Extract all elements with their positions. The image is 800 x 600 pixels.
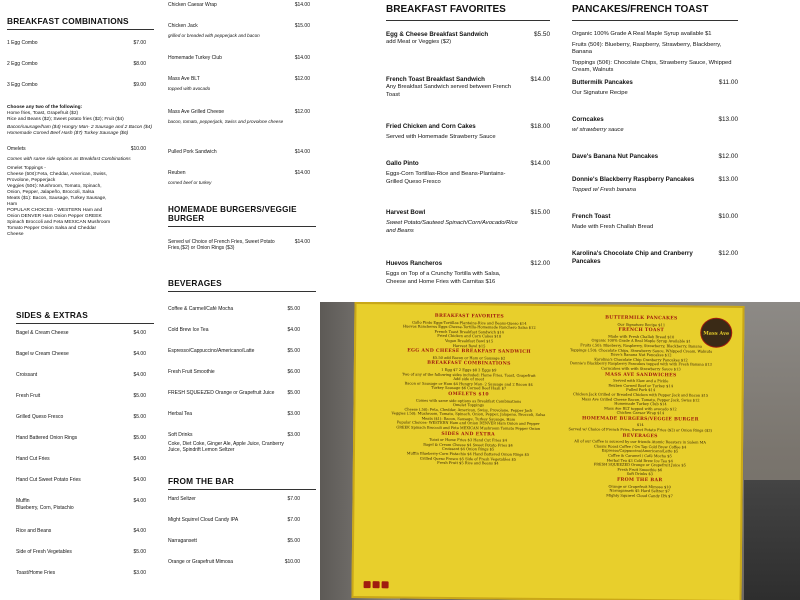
printed-menu-line: Mass Ave BLT topped with avocado $12 [604, 406, 677, 412]
printed-menu-line: Bagel & Cream Cheese $4 Sweet Potato Fries $4 [423, 442, 513, 448]
printed-menu-line: Orange or Grapefruit Mimosa $10 [608, 484, 671, 489]
side-price: $5.00 [133, 549, 146, 555]
pancakes-intro-line: Fruits (50¢): Blueberry, Raspberry, Strawberry, Blackberry, Banana [572, 41, 722, 55]
printed-menu-heading: FRENCH TOAST [618, 327, 665, 334]
side-price: $4.00 [133, 372, 146, 378]
side-name: Hand Cut Fries [16, 456, 50, 462]
printed-menu-line: All of our Coffee is sourced by our friends Atomic Roasters in Salem MA [574, 439, 706, 445]
beverage-desc: Coke, Diet Coke, Ginger Ale, Apple Juice, Cranberry Juice, Spindrift Lemon Seltzer [168, 441, 284, 454]
favorite-price: $14.00 [530, 160, 550, 167]
printed-menu-line: Reuben Corned Beef or Turkey $14 [608, 383, 674, 389]
omelets-price: $10.00 [130, 146, 146, 152]
printed-menu-line: $14 [636, 423, 644, 428]
omelet-line: Cheese [7, 232, 24, 237]
sandwich-price: $14.00 [294, 55, 310, 61]
side-item [16, 393, 154, 414]
printed-menu-line: Comes with same side options as Breakfast Combinations [415, 398, 522, 404]
omelet-line: POPULAR CHOICES - WESTERN Ham and [7, 208, 103, 213]
printed-menu-heading: OMELETS $10 [448, 391, 489, 398]
printed-menu-heading: BEVERAGES [622, 433, 658, 439]
pancake-desc: Topped w/ Fresh banana [572, 186, 636, 193]
facebook-icon [364, 581, 371, 588]
side-price: $4.00 [133, 498, 146, 504]
printed-menu-line: Turkey Sausage $6 Corned Beef Hash $7 [431, 386, 507, 391]
side-item [16, 414, 154, 435]
side-name: Rice and Beans [16, 528, 52, 534]
combo-name: 3 Egg Combo [7, 82, 38, 88]
omelets-note: Comes with same side options as Breakfast Combinations [7, 157, 131, 162]
bar-title: FROM THE BAR [168, 476, 316, 490]
printed-menu-line: Popular Choices- WESTERN Ham and Onion DENVER Ham Onion and Pepper [396, 420, 540, 427]
beverage-price: $3.00 [287, 432, 300, 438]
side-price: $4.00 [133, 456, 146, 462]
pancake-item [572, 79, 738, 109]
bar-price: $7.00 [287, 496, 300, 502]
choose-line: Rice and Beans ($2); Sweet potato fries ($2); Fruit ($4) [7, 117, 124, 122]
bar-item [168, 517, 316, 538]
meat-sides-line: Bacon/sausage/ham ($4) Hungry Man- 2 Sausage and 2 Bacon ($4) Homemade Corned Beef Hash ($7) Turkey Sausage ($6) [7, 125, 153, 136]
printed-menu-line: Dave's Banana Nut Pancakes $12 [610, 352, 672, 358]
beverage-item [168, 348, 316, 369]
sandwich-item [168, 170, 316, 203]
printed-menu-line: Croissant $4 Onion Rings $5 [441, 447, 495, 452]
combo-row [7, 61, 154, 82]
combo-price: $8.00 [133, 61, 146, 67]
printed-menu-line: GREEK Spinach Broccoli and Feta MEXICAN Mushroom Tomato Pepper Onion [396, 425, 541, 431]
printed-menu-line: Fresh Fruit Smoothie $6 [617, 467, 663, 473]
sandwich-name: Chicken Jack [168, 23, 198, 29]
sandwich-item [168, 2, 316, 23]
pancake-desc: w/ strawberry sauce [572, 126, 624, 133]
sandwiches-section [160, 0, 320, 302]
printed-menu-heading: BREAKFAST COMBINATIONS [427, 361, 511, 367]
side-item [16, 456, 154, 477]
sandwich-item [168, 23, 316, 55]
printed-menu-heading: HOMEMADE BURGERS/VEGGIE BURGER [581, 416, 699, 423]
choose-line: Home fries, Toast, Grapefruit ($2) [7, 111, 79, 116]
side-item [16, 372, 154, 393]
printed-menu-line: 1 Egg $7 2 Eggs $8 3 Eggs $9 [441, 367, 497, 373]
printed-menu-line: Toppings (.50): Chocolate Chips, Strawberry Sauce, Whipped Cream, Walnuts [569, 347, 713, 354]
favorite-name: Huevos Rancheros [386, 260, 443, 267]
printed-menu-line: Herbal Tea $3 Cold Brew Ice Tea $4 [606, 458, 673, 463]
sandwich-desc: corned beef or turkey [168, 180, 212, 186]
side-price: $4.00 [133, 351, 146, 357]
sandwich-desc: grilled or breaded with pepperjack and bacon [168, 33, 260, 39]
printed-menu-line: Coffee & Caramel / Café Mocha $5 [608, 453, 672, 459]
favorite-price: $18.00 [530, 123, 550, 130]
favorite-name: Fried Chicken and Corn Cakes [386, 123, 476, 130]
pancake-name: Donnie's Blackberry Raspberry Pancakes [572, 175, 695, 183]
sandwich-price: $14.00 [294, 170, 310, 176]
favorite-desc: Eggs-Corn Tortillas-Rice and Beans-Plantains-Grilled Queso Fresco [386, 171, 506, 185]
pancake-name: French Toast [572, 212, 611, 220]
beverage-item [168, 369, 316, 390]
omelet-line: Onion DENVER Ham Onion Pepper GREEK [7, 214, 102, 219]
printed-menu-line: Toast or Home Fries $3 Hand Cut Fries $4 [429, 438, 508, 443]
printed-menu-heading: EGG AND CHEESE BREAKFAST SANDWICH [407, 348, 531, 355]
printed-menu-line: Omelet Toppings [453, 403, 484, 408]
combo-row [7, 40, 154, 61]
beverages-section [160, 270, 320, 600]
burger-item [168, 239, 316, 251]
omelet-toppings [7, 166, 154, 238]
sandwich-item [168, 149, 316, 170]
pancake-desc: Made with Fresh Challah Bread [572, 223, 654, 230]
side-name: Hand Cut Sweet Potato Fries [16, 477, 81, 483]
sides-extras-title: SIDES & EXTRAS [16, 310, 154, 324]
printed-menu-line: Pulled Pork $14 [626, 388, 656, 393]
beverage-price: $5.00 [287, 306, 300, 312]
omelets-name: Omelets [7, 146, 26, 152]
side-price: $4.00 [133, 330, 146, 336]
burgers-title: HOMEMADE BURGERS/VEGGIE BURGER [168, 205, 316, 227]
printed-menu-line: $5.50 add Bacon or Ham or Sausage $2 [432, 355, 506, 361]
beverage-name: Cold Brew Ice Tea [168, 327, 209, 333]
sides-list [16, 330, 154, 591]
printed-menu-line: Bacon or Sausage or Ham $4 Hungry Man- 2 Sausage and 2 Bacon $4 [404, 381, 533, 387]
menu-photo [320, 302, 800, 600]
printed-menu-line: FRESH SQUEEZED Orange or Grapefruit Juice $5 [593, 462, 686, 468]
bar-name: Might Squirrel Cloud Candy IPA [168, 517, 239, 523]
pancake-price: $13.00 [718, 115, 738, 123]
bar-price: $10.00 [284, 559, 300, 565]
beverage-price: $3.00 [287, 411, 300, 417]
side-item [16, 570, 154, 591]
bar-price: $5.00 [287, 538, 300, 544]
bar-name: Narragansett [168, 538, 197, 544]
pancake-name: Karolina's Chocolate Chip and Cranberry Pancakes [572, 249, 693, 265]
pancake-item [572, 176, 738, 206]
printed-menu-line: Classic Roast Coffee / On Tap Cold Brew Coffee $4 [593, 444, 687, 450]
printed-menu-line: Espresso/Cappuccino/Americano/Latte $5 [601, 449, 679, 454]
pancake-item [572, 116, 738, 146]
side-name: Side of Fresh Vegetables [16, 549, 72, 555]
beverage-price: $4.00 [287, 327, 300, 333]
beverage-item [168, 306, 316, 327]
beverage-price: $5.00 [287, 390, 300, 396]
printed-menu-line: Fresh Fruit $5 Rice and Beans $4 [437, 461, 499, 466]
pancake-price: $11.00 [718, 78, 738, 86]
beverage-item [168, 390, 316, 411]
beverage-item [168, 411, 316, 432]
beverage-price: $6.00 [287, 369, 300, 375]
background-object [744, 480, 800, 600]
side-name: Muffin [16, 498, 30, 504]
pancake-name: Dave's Banana Nut Pancakes [572, 152, 659, 160]
pancake-price: $12.00 [718, 249, 738, 257]
favorite-price: $12.00 [530, 260, 550, 267]
beverage-name: Espresso/Cappuccino/Americano/Latte [168, 348, 255, 354]
pancake-price: $12.00 [718, 152, 738, 160]
beverage-item [168, 327, 316, 348]
pancakes-intro-line: Toppings (50¢): Chocolate Chips, Strawberry Sauce, Whipped Cream, Walnuts [572, 59, 732, 73]
pancake-price: $10.00 [718, 212, 738, 220]
side-price: $3.00 [133, 570, 146, 576]
side-item [16, 549, 154, 570]
side-desc: Blueberry, Corn, Pistachio [16, 505, 74, 512]
pancakes-title: PANCAKES/FRENCH TOAST [572, 4, 738, 21]
sandwich-name: Chicken Caesar Wrap [168, 2, 217, 8]
side-price: $5.00 [133, 393, 146, 399]
beverage-item [168, 432, 316, 472]
printed-menu-line: Homemade Turkey Club $14 [614, 401, 667, 407]
breakfast-combinations-section [0, 0, 160, 302]
favorite-item [386, 31, 550, 69]
breakfast-combinations-title: BREAKFAST COMBINATIONS [7, 16, 154, 30]
printed-menu-line: Karolina's Chocolate Chip Cranberry Pancakes $12 [594, 357, 688, 363]
bar-name: Orange or Grapefruit Mimosa [168, 559, 234, 565]
printed-menu-line: Organic 100% Grade A Real Maple Syrup Available $1 [591, 338, 691, 344]
printed-menu-line: Add side of meat [453, 377, 485, 382]
printed-menu-line: Soft Drinks $3 [626, 472, 653, 477]
omelet-line: Spinach Broccoli and Feta MEXICAN Mushroom [7, 220, 111, 225]
sandwich-name: Mass Ave BLT [168, 76, 200, 82]
combo-name: 1 Egg Combo [7, 40, 38, 46]
side-item [16, 330, 154, 351]
printed-menu-heading: MASS AVE SANDWICHES [604, 372, 677, 378]
omelet-line: Onion, Pepper, Jalapeño, Broccoli, Salsa [7, 190, 95, 195]
pancake-item [572, 153, 738, 169]
pancakes-section [566, 0, 766, 300]
favorite-item [386, 209, 550, 253]
favorite-name: French Toast Breakfast Sandwich [386, 76, 485, 83]
printed-menu-line: Served w/ Choice of French Fries, Sweet Potato Fries ($2) or Onion Rings ($3) [568, 427, 712, 433]
printed-menu [351, 302, 744, 600]
sandwich-desc: bacon, tomato, pepperjack, Swiss and provolone cheese [168, 119, 284, 125]
sandwich-price: $12.00 [294, 76, 310, 82]
favorite-price: $15.00 [530, 209, 550, 216]
sandwich-name: Reuben [168, 170, 186, 176]
printed-menu-line: Harvest Bowl $15 [452, 343, 486, 348]
beverages-title: BEVERAGES [168, 278, 316, 292]
printed-menu-line: Meats ($1): Bacon, Sausage, Turkey Sausage, Ham [421, 416, 516, 422]
sandwich-price: $15.00 [294, 23, 310, 29]
favorite-desc: Any Breakfast Sandwich served between French Toast [386, 84, 512, 98]
printed-menu-line: Chicken Jack Grilled or Breaded Chicken with Pepper Jack and Bacon $15 [572, 392, 709, 398]
choose-heading: Choose any two of the following: [7, 105, 83, 110]
bar-name: Hard Seltzer [168, 496, 196, 502]
omelet-line: Provolone, Pepperjack [7, 178, 56, 183]
printed-menu-right-column [555, 314, 727, 499]
printed-menu-line: Two of any of the following sides included: Home Fries, Toast, Grapefruit [401, 371, 536, 378]
beverage-name: Fresh Fruit Smoothie [168, 369, 215, 375]
twitter-icon [382, 581, 389, 588]
beverage-name: Herbal Tea [168, 411, 193, 417]
printed-menu-content [358, 308, 739, 596]
side-item [16, 477, 154, 498]
sandwich-price: $14.00 [294, 149, 310, 155]
side-price: $4.00 [133, 528, 146, 534]
bar-item [168, 496, 316, 517]
printed-menu-line: Vegan Breakfast Bowl $15 [445, 338, 494, 344]
combo-price: $9.00 [133, 82, 146, 88]
printed-menu-line: Huevos Rancheros Eggs-Cheese-Tortilla-Homemade Ranchero Salsa $12 [402, 324, 536, 331]
printed-menu-line: Our Signature Recipe $11 [617, 322, 666, 327]
side-item [16, 498, 154, 528]
favorite-item [386, 160, 550, 202]
side-price: $5.00 [133, 414, 146, 420]
favorite-price: $5.50 [534, 31, 550, 38]
beverage-name: Coffee & Carmel/Café Mocha [168, 306, 234, 312]
restaurant-logo: Mass Ave [700, 318, 732, 348]
sandwich-price: $14.00 [294, 2, 310, 8]
favorite-item [386, 76, 550, 116]
favorite-item [386, 123, 550, 153]
printed-menu-line: Made with Fresh Challah Bread $10 [608, 334, 675, 340]
printed-menu-line: Muffin Blueberry-Corn-Pistachio $4 Hand Battered Onion Rings $5 [406, 451, 530, 457]
printed-menu-line: Mass Ave Grilled Cheese Bacon, Tomato, Pepper Jack, Swiss $12 [581, 396, 700, 403]
printed-menu-line: Cheese (.50): Feta, Cheddar, American, Swiss, Provolone, Pepper Jack [404, 407, 533, 413]
printed-menu-line: Grilled Queso Fresco $5 Side of Fresh Vegetables $5 [419, 456, 517, 462]
breakfast-favorites-title: BREAKFAST FAVORITES [386, 4, 550, 21]
side-item [16, 351, 154, 372]
favorite-name: Harvest Bowl [386, 209, 426, 216]
side-name: Grilled Queso Fresco [16, 414, 64, 420]
pancake-price: $13.00 [718, 175, 738, 183]
omelet-line: Veggies (50¢): Mushroom, Tomato, Spinach, [7, 184, 102, 189]
breakfast-favorites-section [378, 0, 556, 300]
favorite-item [386, 260, 550, 286]
printed-menu-line: French Toast Breakfast Sandwich $14 [434, 329, 505, 335]
favorite-desc: add Meat or Veggies ($2) [386, 39, 452, 45]
omelet-line: Ham [7, 202, 18, 207]
omelet-line: Cheese (50¢):Feta, Cheddar, American, Swiss, [7, 172, 107, 177]
combo-name: 2 Egg Combo [7, 61, 38, 67]
omelets-row [7, 146, 154, 155]
side-price: $4.00 [133, 477, 146, 483]
omelet-line: Omelet Toppings - [7, 166, 46, 171]
favorite-desc: Served with Homemade Strawberry Sauce [386, 134, 496, 140]
side-name: Fresh Fruit [16, 393, 41, 399]
sandwich-name: Mass Ave Grilled Cheese [168, 109, 225, 115]
side-item [16, 435, 154, 456]
pancake-name: Corncakes [572, 115, 604, 123]
printed-menu-line: Corncakes with with Strawberry Sauce $13 [601, 366, 681, 372]
printed-menu-line: Chicken Caesar Wrap $14 [616, 410, 665, 416]
beverage-price: $5.00 [287, 348, 300, 354]
favorite-desc: Sweet Potato/Sauteed Spinach/Corn/Avocado/Rice and Beans [386, 220, 518, 234]
sandwich-desc: topped with avocado [168, 86, 211, 92]
bar-item [168, 538, 316, 559]
combo-row [7, 82, 154, 103]
side-name: Croissant [16, 372, 38, 378]
printed-menu-line: Gallo Pinto Eggs-Tortillas-Plantains-Rice and Beans-Queso $14 [412, 320, 527, 326]
printed-menu-heading: BUTTERMILK PANCAKES [605, 315, 678, 322]
side-item [16, 528, 154, 549]
sandwich-price: $12.00 [294, 109, 310, 115]
bar-item [168, 559, 316, 580]
printed-menu-heading: BREAKFAST FAVORITES [434, 313, 505, 320]
printed-menu-line: Narragansett $5 Hard Seltzer $7 [609, 488, 670, 494]
social-icons [364, 581, 389, 588]
side-price: $5.00 [133, 435, 146, 441]
omelet-line: Meats ($1): Bacon, Sausage, Turkey Sausage, [7, 196, 107, 201]
sandwich-item [168, 55, 316, 76]
side-name: Hand Battered Onion Rings [16, 435, 78, 441]
burger-desc: Served w/ Choice of French Fries, Sweet Potato Fries,($2) or Onion Rings ($3) [168, 239, 275, 252]
pancakes-intro-line: Organic 100% Grade A Real Maple Syrup available $1 [572, 31, 712, 37]
printed-menu-line: Fried Chicken and Corn Cakes $18 [437, 334, 502, 339]
bar-price: $7.00 [287, 517, 300, 523]
printed-menu-line: Veggies (.50): Mushroom, Tomato, Spinach, Onion, Pepper, Jalapeno, Broccoli, Salsa [391, 411, 546, 418]
printed-menu-heading: SIDES AND EXTRA [441, 431, 496, 438]
sandwich-name: Pulled Pork Sandwich [168, 149, 217, 155]
printed-menu-line: Served with Slaw and a Pickle [613, 378, 669, 384]
pancake-desc: Our Signature Recipe [572, 89, 628, 96]
instagram-icon [373, 581, 380, 588]
side-name: Toast/Home Fries [16, 570, 56, 576]
pancake-item [572, 250, 738, 266]
pancake-item [572, 213, 738, 243]
printed-menu-heading: FROM THE BAR [616, 477, 663, 484]
pancake-name: Buttermilk Pancakes [572, 78, 633, 86]
combo-price: $7.00 [133, 40, 146, 46]
beverage-name: FRESH SQUEEZED Orange or Grapefruit Juice [168, 390, 275, 396]
printed-menu-left-column [383, 312, 555, 467]
printed-menu-line: Fruits (.50): Blueberry, Raspberry, Strawberry, Blackberry, Banana [580, 343, 703, 349]
sides-extras-section [0, 302, 160, 600]
sandwich-item [168, 109, 316, 149]
favorite-price: $14.00 [530, 76, 550, 83]
beverage-name: Soft Drinks [168, 432, 193, 438]
sandwich-name: Homemade Turkey Club [168, 55, 222, 61]
favorite-desc: Eggs on Top of a Crunchy Tortilla with Salsa, Cheese and Home Fries with Carnitas $16 [386, 271, 501, 285]
pancakes-intro [572, 31, 738, 75]
favorite-name: Gallo Pinto [386, 160, 419, 167]
side-name: Bagel & Cream Cheese [16, 330, 69, 336]
printed-menu-line: Mighty Squirrel Cloud Candy IPA $7 [606, 493, 673, 499]
omelet-line: Tomato Pepper Onion Salsa and Cheddar [7, 226, 97, 231]
side-name: Bagel w Cream Cheese [16, 351, 69, 357]
sandwich-item [168, 76, 316, 109]
burger-price: $14.00 [294, 239, 310, 245]
printed-menu-line: Donnie's Blackberry Raspberry Pancakes topped with with Fresh Banana $13 [570, 361, 712, 368]
favorite-name: Egg & Cheese Breakfast Sandwich [386, 31, 489, 38]
